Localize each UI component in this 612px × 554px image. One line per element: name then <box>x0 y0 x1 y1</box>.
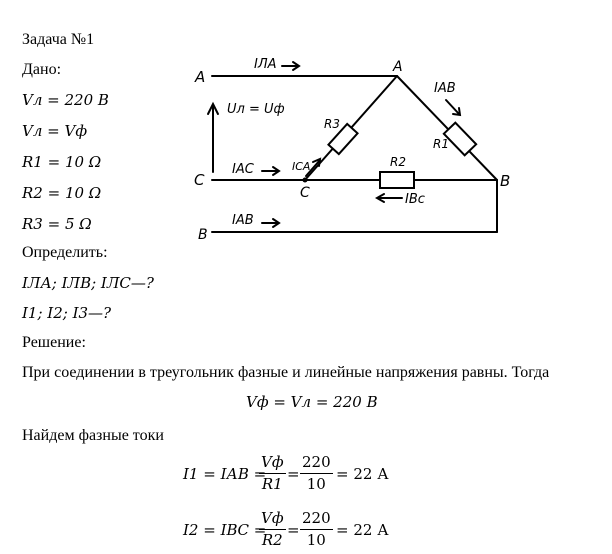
given-label: Дано: <box>22 61 62 78</box>
label-current-ibc: IВс <box>405 192 425 207</box>
node-c-dot <box>303 178 308 183</box>
label-node-a-left: A <box>195 68 206 86</box>
determine-label: Определить: <box>22 244 108 261</box>
problem-title: Задача №1 <box>22 31 95 48</box>
label-current-iab-bottom: IАВ <box>232 213 254 228</box>
eq1-equals: = <box>287 465 300 483</box>
label-resistor-r1: R1 <box>433 137 449 151</box>
given-r1: R1 = 10 Ω <box>22 153 102 171</box>
label-node-c-mid: C <box>300 185 310 201</box>
label-node-b-right: B <box>500 172 511 190</box>
label-voltage: Uл = Uф <box>227 102 285 117</box>
label-node-c-left: C <box>194 171 205 189</box>
label-current-iac: IАС <box>232 162 254 177</box>
eq2-lhs: I2 = IВС = <box>183 521 267 539</box>
eq2-rhs: = 22 А <box>336 521 389 539</box>
label-resistor-r3: R3 <box>324 117 340 131</box>
eq2-f2-den: 10 <box>306 531 326 549</box>
find-currents-heading: Найдем фазные токи <box>22 427 164 444</box>
given-voltage: Vл = 220 В <box>22 91 109 109</box>
solution-label: Решение: <box>22 334 86 351</box>
eq2-f1-num: Vф <box>261 509 284 527</box>
arrow-iab-side <box>446 100 459 114</box>
label-current-ica: ICA <box>292 160 311 173</box>
eq1-f2-den: 10 <box>306 475 326 493</box>
eq2-equals: = <box>287 521 300 539</box>
label-current-iab: IАВ <box>434 81 456 96</box>
given-r2: R2 = 10 Ω <box>22 184 102 202</box>
given-r3: R3 = 5 Ω <box>22 215 92 233</box>
solution-text: При соединении в треугольник фазные и линейные напряжения равны. Тогда <box>22 364 550 381</box>
voltage-equation: Vф = Vл = 220 В <box>246 393 378 411</box>
label-resistor-r2: R2 <box>390 155 406 169</box>
determine-phase-currents: I1; I2; I3—? <box>22 304 112 322</box>
resistor-r2 <box>380 172 414 188</box>
determine-line-currents: IЛА; IЛВ; IЛС—? <box>22 274 154 292</box>
eq2-f2-num: 220 <box>302 509 331 527</box>
eq1-rhs: = 22 А <box>336 465 389 483</box>
eq1-lhs: I1 = IАВ = <box>183 465 267 483</box>
eq1-f1-num: Vф <box>261 453 284 471</box>
label-node-b-left: B <box>198 227 208 243</box>
eq1-f2-num: 220 <box>302 453 331 471</box>
label-node-a-top: A <box>393 59 403 75</box>
eq2-f1-den: R2 <box>261 531 283 549</box>
given-voltage-equality: Vл = Vф <box>22 122 88 140</box>
label-current-ila: IЛА <box>254 57 277 72</box>
eq1-f1-den: R1 <box>261 475 283 493</box>
